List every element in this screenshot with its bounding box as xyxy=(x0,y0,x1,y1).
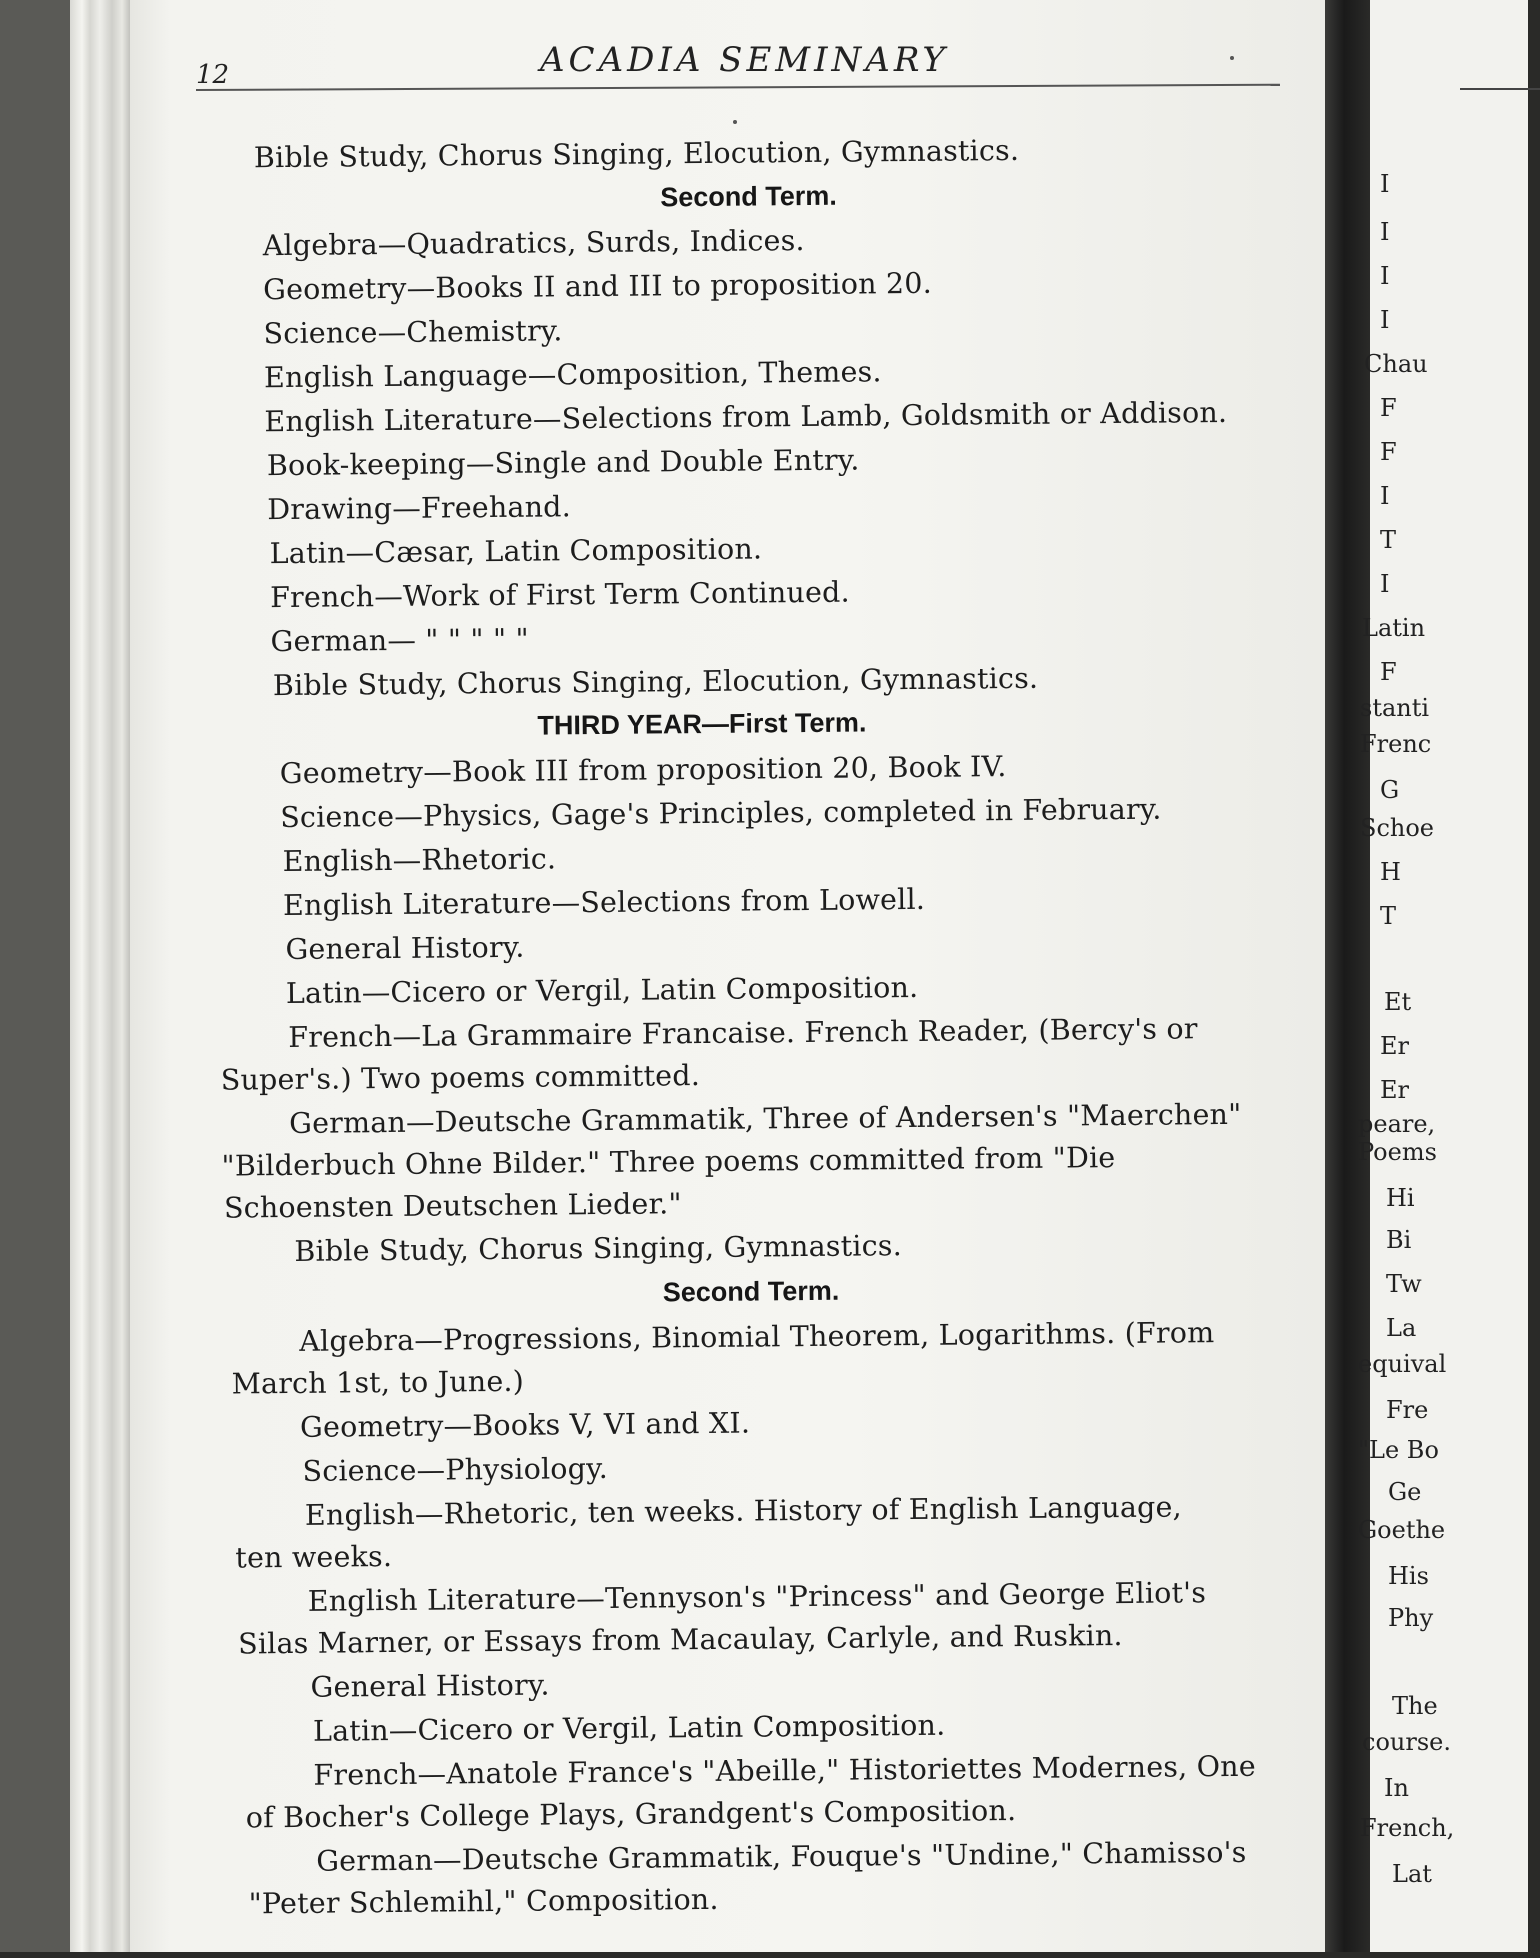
right-page-fragment: Tw xyxy=(1386,1270,1422,1298)
right-page-fragment: Bi xyxy=(1386,1226,1412,1254)
text-line: French—La Grammaire Francaise. French Reader, (Bercy's or xyxy=(288,1012,1198,1054)
right-page-fragment: Phy xyxy=(1388,1604,1434,1632)
right-page-fragment: Latin xyxy=(1362,614,1426,642)
right-page-fragment: I xyxy=(1380,170,1390,198)
right-page-fragment: peare, xyxy=(1358,1110,1436,1138)
text-line: Bible Study, Chorus Singing, Gymnastics. xyxy=(294,1229,903,1268)
right-page-fragment: F xyxy=(1380,394,1397,422)
text-line: German—Deutsche Grammatik, Fouque's "Undine," Chamisso's xyxy=(316,1835,1247,1878)
right-page-fragment: Schoe xyxy=(1360,814,1434,842)
text-line: Geometry—Books V, VI and XI. xyxy=(299,1406,751,1444)
page-number: 12 xyxy=(196,60,230,90)
right-page-fragment: T xyxy=(1380,902,1397,930)
right-page-fragment: I xyxy=(1380,262,1390,290)
text-line: Algebra—Progressions, Binomial Theorem, Logarithms. (From xyxy=(299,1316,1215,1358)
text-line: Latin—Cæsar, Latin Composition. xyxy=(269,532,763,571)
text-line: English Literature—Tennyson's "Princess" and George Eliot's xyxy=(307,1576,1207,1618)
right-page-fragment: I xyxy=(1380,218,1390,246)
text-line: Science—Physics, Gage's Principles, completed in February. xyxy=(280,792,1162,835)
right-page-fragment: La xyxy=(1386,1314,1417,1342)
text-line: Geometry—Books II and III to proposition 20. xyxy=(263,266,933,307)
right-page-fragment: course. xyxy=(1362,1728,1451,1756)
text-line: Latin—Cicero or Vergil, Latin Composition. xyxy=(285,970,919,1011)
text-line: Book-keeping—Single and Double Entry. xyxy=(266,443,860,483)
right-page-fragment: French, xyxy=(1360,1814,1455,1842)
text-line: Super's.) Two poems committed. xyxy=(220,1059,701,1097)
text-line: German— " " " " " xyxy=(270,622,530,659)
right-page-fragment: I xyxy=(1380,570,1390,598)
right-page-fragment: Et xyxy=(1384,988,1412,1016)
right-page-fragment: Poems xyxy=(1358,1138,1437,1166)
text-line: Latin—Cicero or Vergil, Latin Composition. xyxy=(312,1708,946,1748)
text-line: of Bocher's College Plays, Grandgent's Composition. xyxy=(245,1794,1017,1835)
right-page-fragment: Lat xyxy=(1392,1860,1432,1888)
right-page-fragment: H xyxy=(1380,858,1401,886)
right-page-fragment: I xyxy=(1380,306,1390,334)
right-page-fragment: stanti xyxy=(1360,694,1430,722)
section-heading: Second Term. xyxy=(660,180,837,213)
text-line: Bible Study, Chorus Singing, Elocution, Gymnastics. xyxy=(253,133,1020,175)
text-line: French—Work of First Term Continued. xyxy=(269,575,850,615)
text-line: ten weeks. xyxy=(235,1540,393,1575)
right-page-fragment: G xyxy=(1380,776,1400,804)
right-page-fragment: "Le Bo xyxy=(1358,1436,1439,1464)
text-line: Science—Physiology. xyxy=(302,1451,609,1488)
right-page-fragment: Goethe xyxy=(1358,1516,1446,1544)
section-heading: Second Term. xyxy=(662,1275,840,1308)
text-line: English—Rhetoric, ten weeks. History of English Language, xyxy=(304,1490,1183,1532)
right-page-fragment: Fre xyxy=(1386,1396,1429,1424)
text-line: March 1st, to June.) xyxy=(231,1364,525,1401)
text-line: Silas Marner, or Essays from Macaulay, Carlyle, and Ruskin. xyxy=(238,1619,1123,1661)
right-page-fragment: equival xyxy=(1358,1350,1447,1378)
text-line: General History. xyxy=(285,930,525,967)
text-line: German—Deutsche Grammatik, Three of Andersen's "Maerchen" xyxy=(289,1097,1242,1140)
right-page-fragment: Er xyxy=(1380,1032,1409,1060)
section-heading: THIRD YEAR—First Term. xyxy=(537,707,867,741)
text-line: English—Rhetoric. xyxy=(282,842,557,879)
right-page-fragment: Chau xyxy=(1364,350,1428,378)
right-page-fragment: Ge xyxy=(1388,1478,1422,1506)
text-line: Bible Study, Chorus Singing, Elocution, Gymnastics. xyxy=(272,661,1039,703)
text-line: "Bilderbuch Ohne Bilder." Three poems committed from "Die xyxy=(221,1141,1116,1183)
text-line: Algebra—Quadratics, Surds, Indices. xyxy=(262,224,805,263)
right-page-fragment: F xyxy=(1380,438,1397,466)
text-line: Geometry—Book III from proposition 20, Book IV. xyxy=(279,750,1007,791)
right-page-fragment: Hi xyxy=(1386,1184,1415,1212)
right-page-fragment: I xyxy=(1380,482,1390,510)
right-page-fragment: Er xyxy=(1380,1076,1409,1104)
text-line: French—Anatole France's "Abeille," Historiettes Modernes, One xyxy=(313,1749,1256,1792)
right-page-fragment: T xyxy=(1380,526,1397,554)
text-line: English Literature—Selections from Lamb, Goldsmith or Addison. xyxy=(264,395,1228,439)
text-line: Drawing—Freehand. xyxy=(267,490,572,527)
text-line: English Literature—Selections from Lowell. xyxy=(282,882,926,923)
text-line: Schoensten Deutschen Lieder." xyxy=(223,1187,682,1225)
text-line: Science—Chemistry. xyxy=(263,314,563,351)
right-page-fragment: The xyxy=(1392,1692,1438,1720)
text-line: General History. xyxy=(310,1668,550,1704)
right-page-fragment: In xyxy=(1384,1774,1409,1802)
right-page-fragment: His xyxy=(1388,1562,1429,1590)
right-page-fragment: Frenc xyxy=(1360,730,1432,758)
running-head: ACADIA SEMINARY xyxy=(540,40,949,80)
text-line: "Peter Schlemihl," Composition. xyxy=(248,1882,719,1921)
right-page-fragment: F xyxy=(1380,658,1397,686)
text-line: English Language—Composition, Themes. xyxy=(263,355,882,395)
